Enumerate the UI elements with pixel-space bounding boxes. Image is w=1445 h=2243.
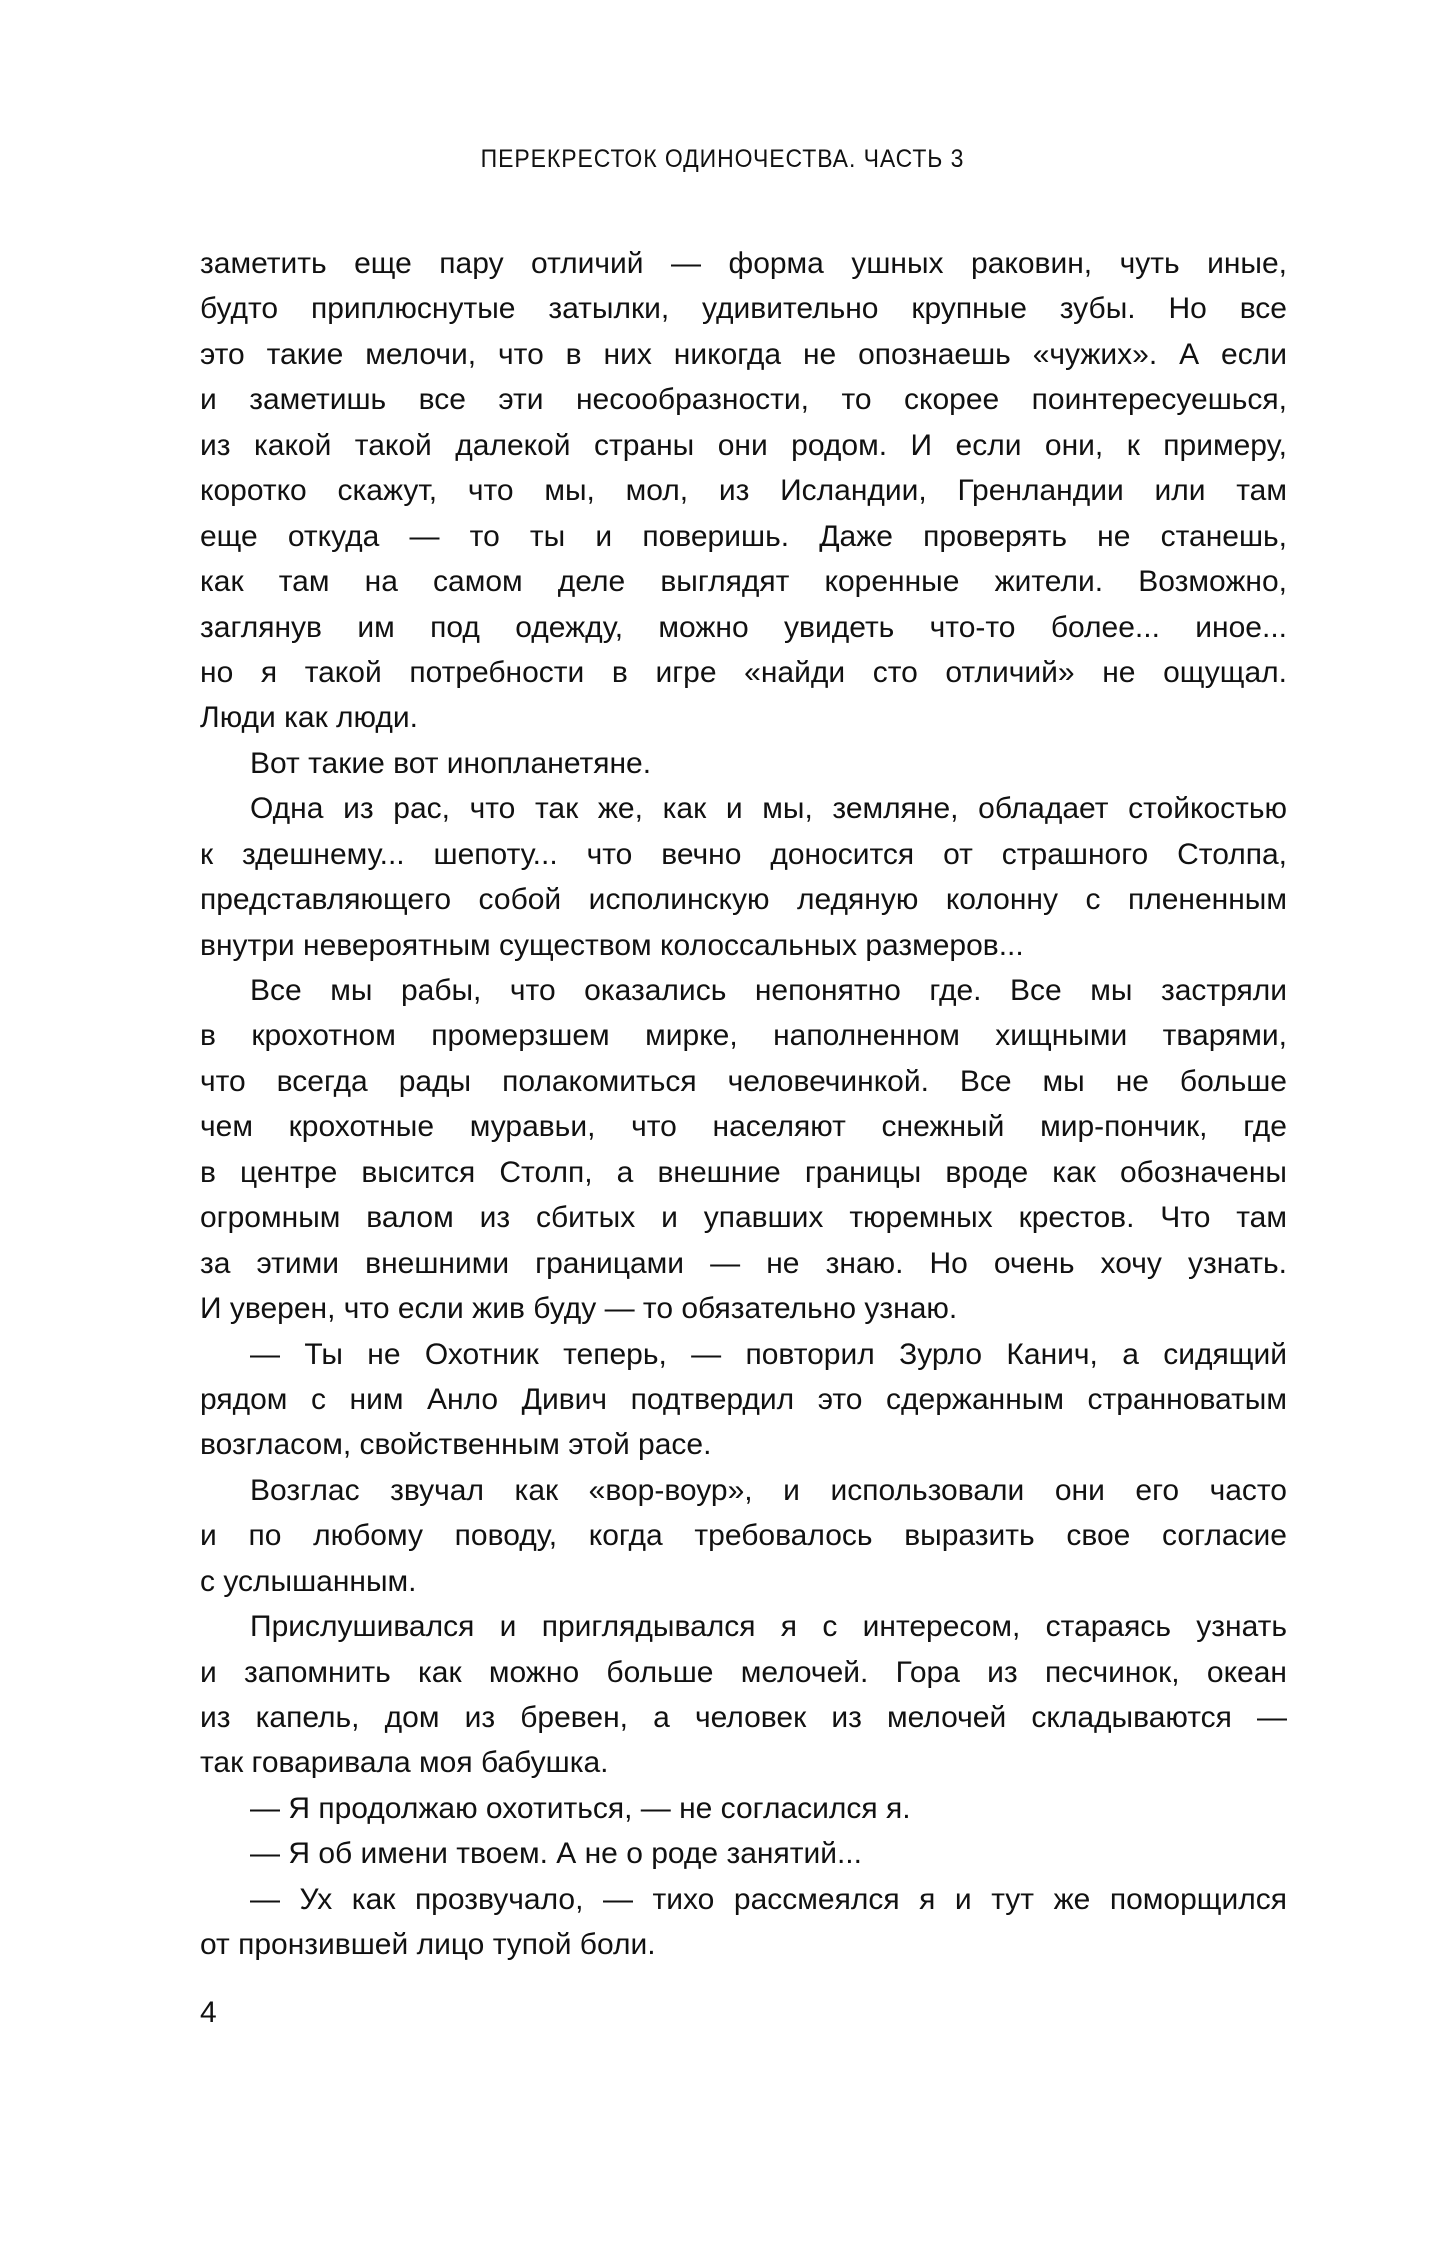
text-line: так говаривала моя бабушка. xyxy=(200,1746,609,1780)
text-line: из какой такой далекой страны они родом. И если они, к примеру, xyxy=(200,428,1287,462)
text-line: в крохотном промерзшем мирке, наполненном хищными тварями, xyxy=(200,1019,1287,1053)
text-line: от пронзившей лицо тупой боли. xyxy=(200,1928,656,1962)
text-line: и заметишь все эти несообразности, то скорее поинтересуешься, xyxy=(200,383,1287,417)
text-line: в центре высится Столп, а внешние границы вроде как обозначены xyxy=(200,1155,1287,1189)
text-line: рядом с ним Анло Дивич подтвердил это сдержанным странноватым xyxy=(200,1382,1287,1416)
text-line: но я такой потребности в игре «найди сто отличий» не ощущал. xyxy=(200,655,1287,689)
body-text xyxy=(200,241,1287,1968)
text-line: за этими внешними границами — не знаю. Но очень хочу узнать. xyxy=(200,1246,1287,1280)
text-line: возгласом, свойственным этой расе. xyxy=(200,1428,712,1462)
text-line: огромным валом из сбитых и упавших тюремных крестов. Что там xyxy=(200,1201,1287,1235)
paragraph xyxy=(200,1332,1287,1468)
text-line: Одна из рас, что так же, как и мы, земляне, обладает стойкостью xyxy=(250,792,1287,826)
paragraph xyxy=(200,1604,1287,1786)
text-line: коротко скажут, что мы, мол, из Исландии, Гренландии или там xyxy=(200,474,1287,508)
text-line: Прислушивался и приглядывался я с интересом, стараясь узнать xyxy=(250,1610,1287,1644)
text-line: Все мы рабы, что оказались непонятно где. Все мы застряли xyxy=(250,974,1287,1007)
paragraph xyxy=(200,1831,1287,1876)
text-line: представляющего собой исполинскую ледяную колонну с плененным xyxy=(200,883,1287,917)
text-line: как там на самом деле выглядят коренные жители. Возможно, xyxy=(200,565,1287,599)
text-line: из капель, дом из бревен, а человек из мелочей складываются — xyxy=(200,1701,1287,1734)
text-line: Люди как люди. xyxy=(200,701,418,735)
text-line: это такие мелочи, что в них никогда не опознаешь «чужих». А если xyxy=(200,337,1287,371)
paragraph xyxy=(200,741,1287,786)
paragraph xyxy=(200,1468,1287,1604)
text-line: внутри невероятным существом колоссальных размеров... xyxy=(200,928,1024,962)
running-head: ПЕРЕКРЕСТОК ОДИНОЧЕСТВА. ЧАСТЬ 3 xyxy=(480,145,965,173)
text-line: будто приплюснутые затылки, удивительно крупные зубы. Но все xyxy=(200,292,1287,326)
text-line: к здешнему... шепоту... что вечно доносится от страшного Столпа, xyxy=(200,837,1287,871)
text-line: и по любому поводу, когда требовалось выразить свое согласие xyxy=(200,1519,1287,1553)
paragraph xyxy=(200,241,1287,741)
text-line: еще откуда — то ты и поверишь. Даже проверять не станешь, xyxy=(200,519,1287,553)
text-line: — Ты не Охотник теперь, — повторил Зурло Канич, а сидящий xyxy=(250,1337,1287,1371)
text-line: заглянув им под одежду, можно увидеть что-то более... иное... xyxy=(200,610,1287,644)
text-line: — Ух как прозвучало, — тихо рассмеялся я и тут же поморщился xyxy=(250,1882,1287,1916)
paragraph xyxy=(200,1786,1287,1831)
text-line: с услышанным. xyxy=(200,1564,417,1598)
text-line: Возглас звучал как «вор-воур», и использовали они его часто xyxy=(250,1473,1287,1507)
page-number: 4 xyxy=(200,1996,217,2029)
text-line: чем крохотные муравьи, что населяют снежный мир-пончик, где xyxy=(200,1110,1287,1144)
text-line: что всегда рады полакомиться человечинкой. Все мы не больше xyxy=(200,1064,1287,1098)
text-line: И уверен, что если жив буду — то обязательно узнаю. xyxy=(200,1292,958,1326)
text-line: — Я продолжаю охотиться, — не согласился я. xyxy=(250,1791,911,1825)
text-line: заметить еще пару отличий — форма ушных раковин, чуть иные, xyxy=(200,247,1287,280)
paragraph xyxy=(200,1877,1287,1968)
paragraph xyxy=(200,968,1287,1332)
text-line: Вот такие вот инопланетяне. xyxy=(250,746,652,780)
text-line: — Я об имени твоем. А не о роде занятий... xyxy=(250,1837,862,1871)
text-line: и запомнить как можно больше мелочей. Гора из песчинок, океан xyxy=(200,1655,1287,1689)
paragraph xyxy=(200,786,1287,968)
